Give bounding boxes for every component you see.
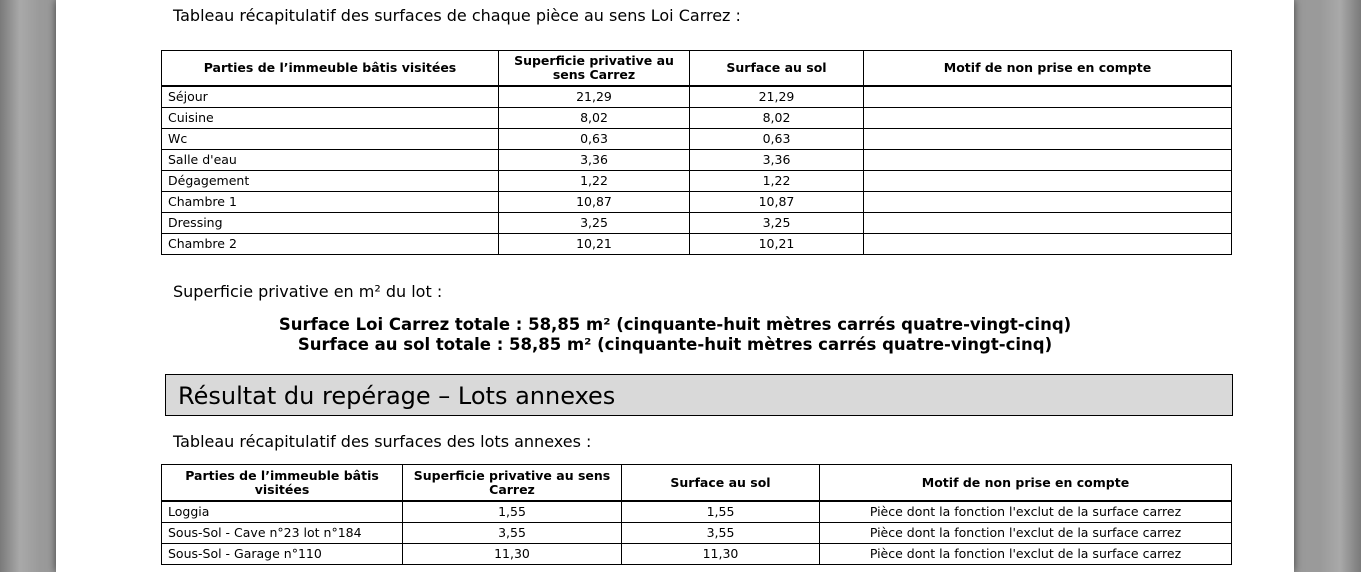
cell-sol: 3,55	[622, 523, 820, 544]
cell-part: Salle d'eau	[162, 150, 499, 171]
document-page	[56, 0, 1294, 572]
cell-part: Dressing	[162, 213, 499, 234]
cell-sol: 1,22	[690, 171, 864, 192]
annex-table-intro: Tableau récapitulatif des surfaces des lots annexes :	[173, 432, 592, 451]
header-parties: Parties de l’immeuble bâtis visitées	[162, 465, 403, 502]
cell-carrez: 11,30	[403, 544, 622, 565]
cell-sol: 8,02	[690, 108, 864, 129]
cell-sol: 10,21	[690, 234, 864, 255]
superficie-label: Superficie privative en m² du lot :	[173, 282, 443, 301]
cell-sol: 0,63	[690, 129, 864, 150]
cell-sol: 11,30	[622, 544, 820, 565]
header-motif: Motif de non prise en compte	[820, 465, 1232, 502]
table-row	[162, 129, 1232, 150]
cell-carrez: 3,55	[403, 523, 622, 544]
cell-sol: 3,25	[690, 213, 864, 234]
annex-surfaces-table	[161, 464, 1232, 565]
cell-part: Chambre 1	[162, 192, 499, 213]
cell-motif	[864, 129, 1232, 150]
cell-carrez: 8,02	[499, 108, 690, 129]
cell-carrez: 10,87	[499, 192, 690, 213]
cell-part: Sous-Sol - Garage n°110	[162, 544, 403, 565]
total-carrez: Surface Loi Carrez totale : 58,85 m² (cinquante-huit mètres carrés quatre-vingt-cinq)	[278, 315, 1072, 334]
table-row	[162, 150, 1232, 171]
header-carrez: Superficie privative au sens Carrez	[499, 51, 690, 87]
cell-motif	[864, 192, 1232, 213]
header-sol: Surface au sol	[690, 51, 864, 87]
cell-motif	[864, 213, 1232, 234]
main-table-intro: Tableau récapitulatif des surfaces de chaque pièce au sens Loi Carrez :	[173, 6, 741, 25]
cell-motif: Pièce dont la fonction l'exclut de la surface carrez	[820, 523, 1232, 544]
total-sol: Surface au sol totale : 58,85 m² (cinquante-huit mètres carrés quatre-vingt-cinq)	[297, 335, 1053, 354]
header-parties: Parties de l’immeuble bâtis visitées	[162, 51, 499, 87]
table-header-row	[162, 465, 1232, 502]
cell-carrez: 0,63	[499, 129, 690, 150]
header-sol: Surface au sol	[622, 465, 820, 502]
cell-carrez: 3,36	[499, 150, 690, 171]
section-title-annexes: Résultat du repérage – Lots annexes	[165, 374, 1233, 416]
table-header-row	[162, 51, 1232, 87]
cell-motif	[864, 86, 1232, 108]
cell-carrez: 10,21	[499, 234, 690, 255]
cell-part: Sous-Sol - Cave n°23 lot n°184	[162, 523, 403, 544]
cell-motif: Pièce dont la fonction l'exclut de la surface carrez	[820, 544, 1232, 565]
cell-carrez: 21,29	[499, 86, 690, 108]
table-row	[162, 192, 1232, 213]
cell-motif: Pièce dont la fonction l'exclut de la surface carrez	[820, 501, 1232, 523]
cell-sol: 21,29	[690, 86, 864, 108]
cell-motif	[864, 234, 1232, 255]
cell-sol: 10,87	[690, 192, 864, 213]
table-row	[162, 523, 1232, 544]
cell-motif	[864, 108, 1232, 129]
table-row	[162, 86, 1232, 108]
cell-sol: 3,36	[690, 150, 864, 171]
table-row	[162, 501, 1232, 523]
table-row	[162, 544, 1232, 565]
cell-sol: 1,55	[622, 501, 820, 523]
table-row	[162, 234, 1232, 255]
cell-part: Loggia	[162, 501, 403, 523]
cell-carrez: 3,25	[499, 213, 690, 234]
cell-part: Dégagement	[162, 171, 499, 192]
cell-part: Chambre 2	[162, 234, 499, 255]
table-row	[162, 171, 1232, 192]
header-carrez: Superficie privative au sens Carrez	[403, 465, 622, 502]
cell-carrez: 1,55	[403, 501, 622, 523]
cell-motif	[864, 150, 1232, 171]
cell-part: Cuisine	[162, 108, 499, 129]
cell-carrez: 1,22	[499, 171, 690, 192]
table-row	[162, 108, 1232, 129]
header-motif: Motif de non prise en compte	[864, 51, 1232, 87]
cell-part: Séjour	[162, 86, 499, 108]
cell-motif	[864, 171, 1232, 192]
main-surfaces-table	[161, 50, 1232, 255]
table-row	[162, 213, 1232, 234]
cell-part: Wc	[162, 129, 499, 150]
